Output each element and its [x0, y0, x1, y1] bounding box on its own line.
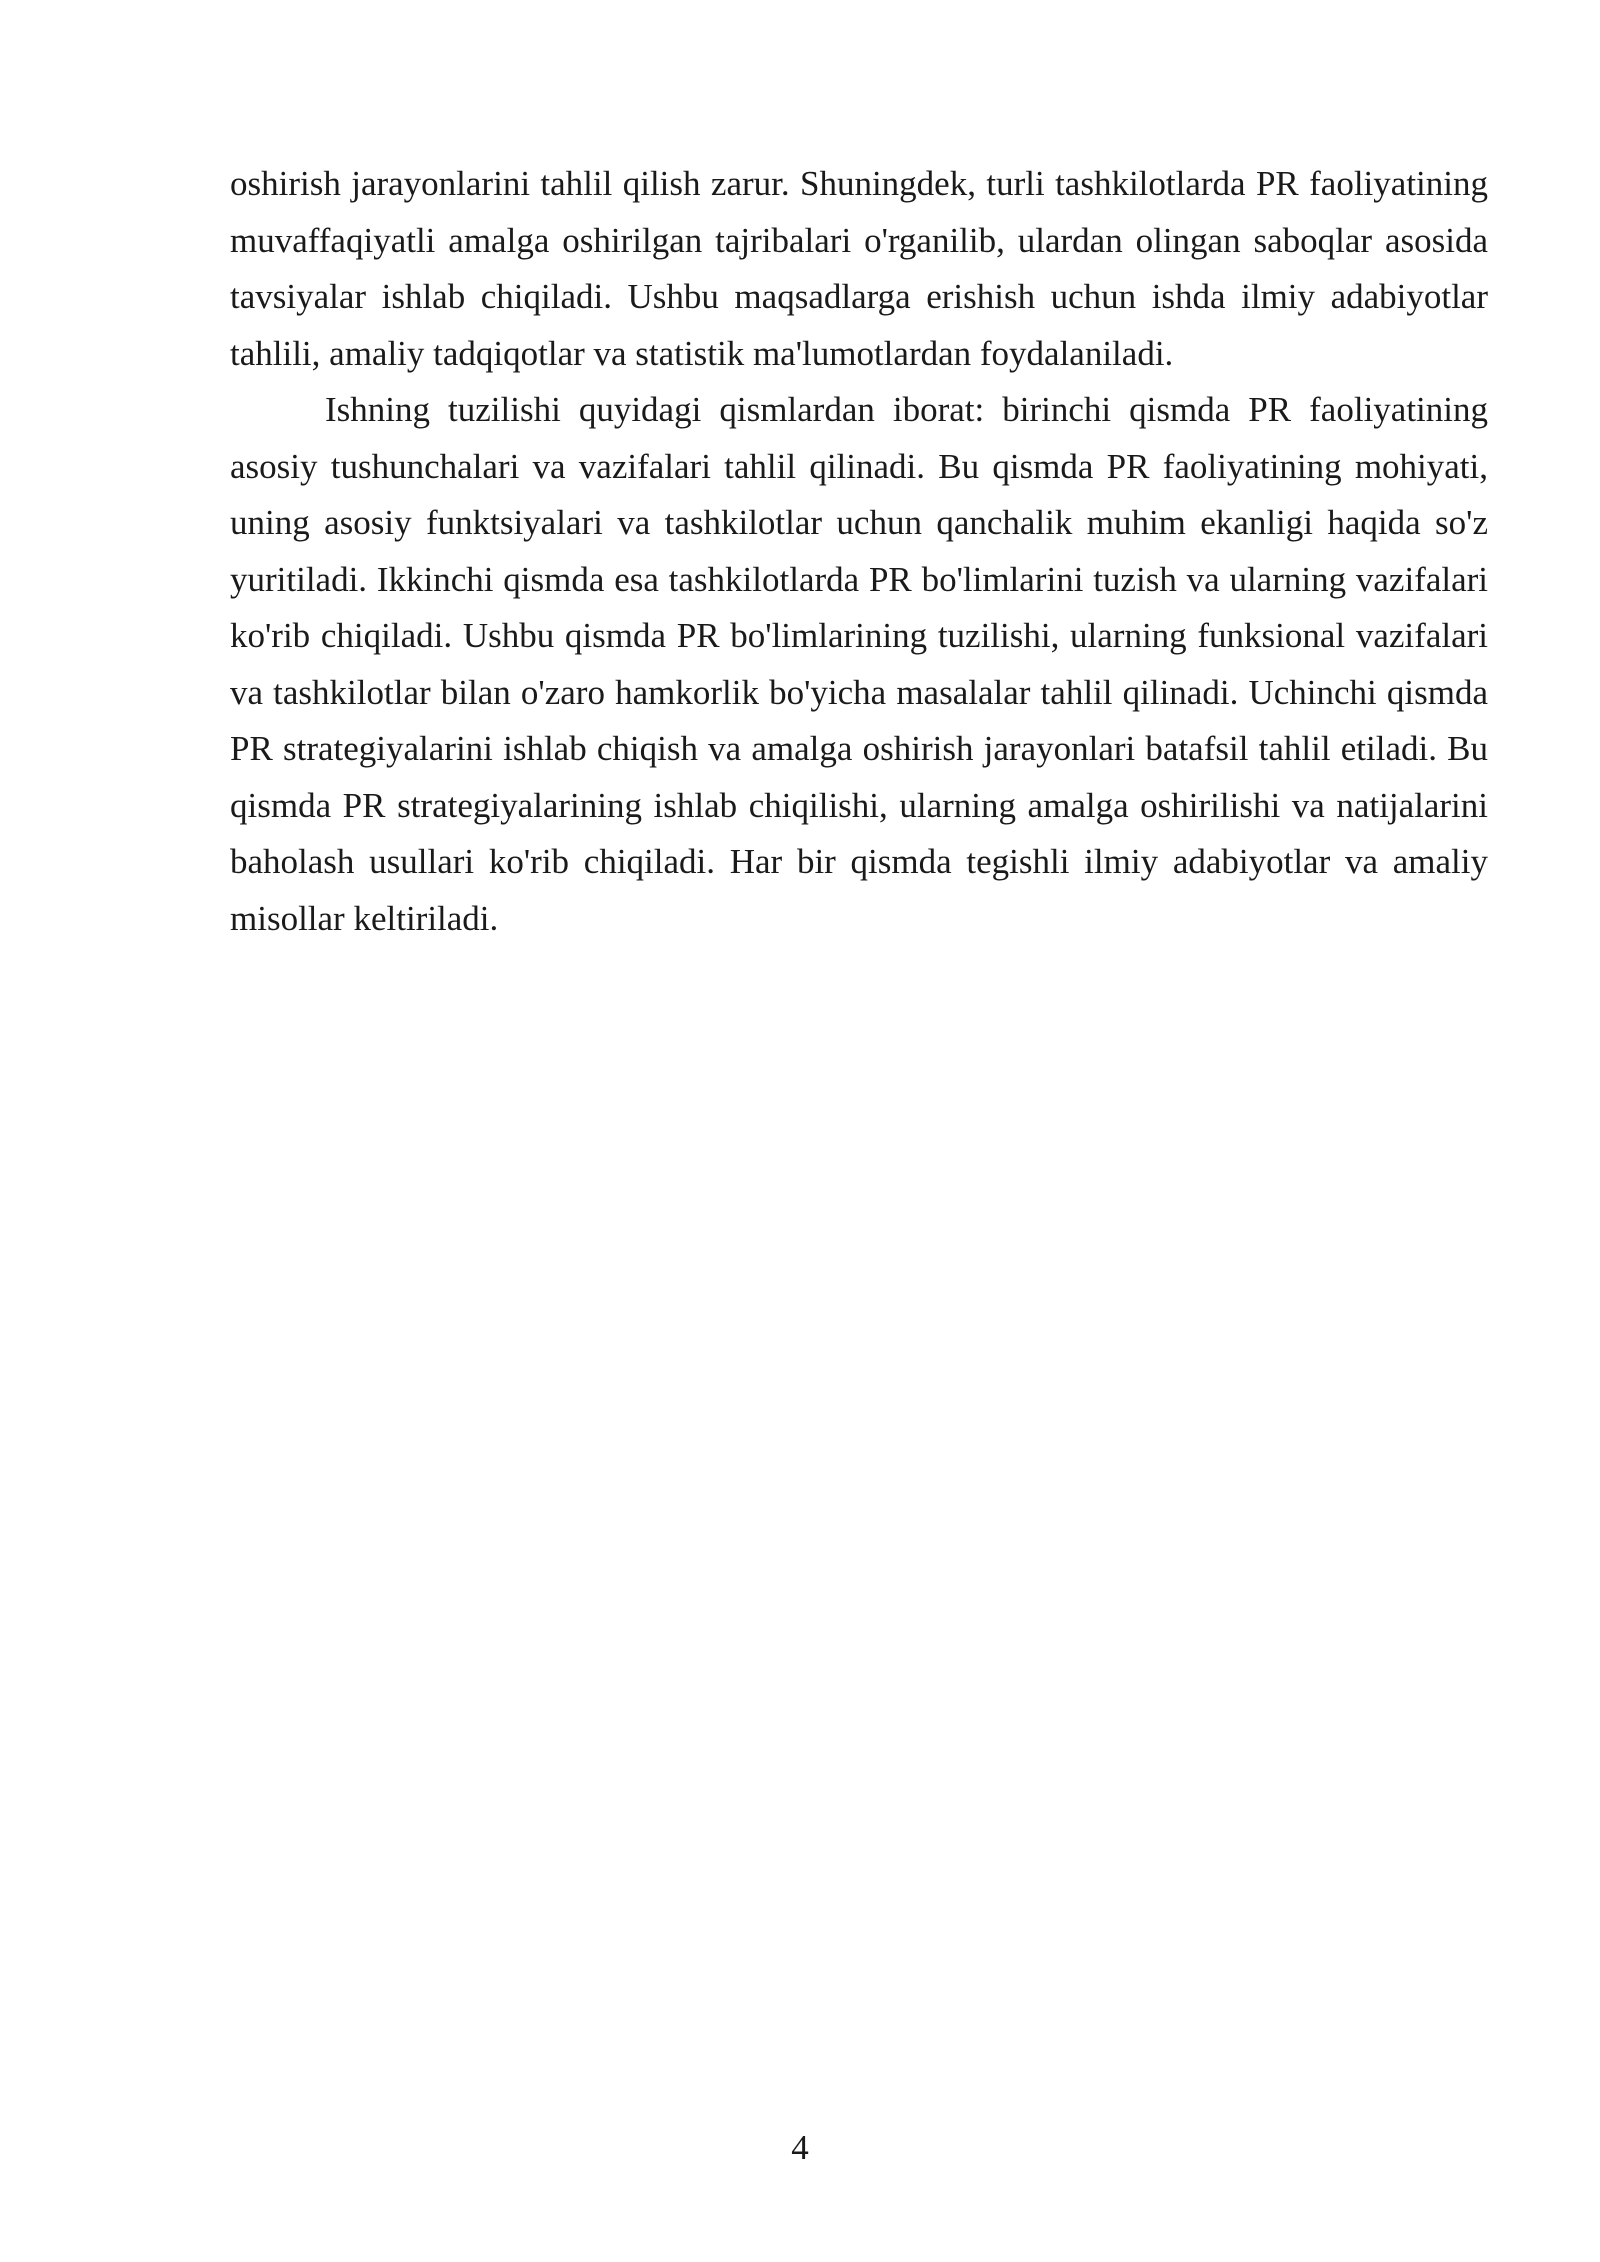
paragraph-continuation: oshirish jarayonlarini tahlil qilish zarur. Shuningdek, turli tashkilotlarda PR faoliyatining muvaffaqiyatli amalga oshirilgan tajribalari o'rganilib, ulardan olingan saboqlar asosida tavsiyalar ishlab chiqiladi. Ushbu maqsadlarga erishish uchun ishda ilmiy adabiyotlar tahlili, amaliy tadqiqotlar va statistik ma'lumotlardan foydalaniladi. — [230, 164, 1488, 373]
body-text — [230, 156, 1488, 947]
paragraph-structure: Ishning tuzilishi quyidagi qismlardan iborat: birinchi qismda PR faoliyatining asosiy tushunchalari va vazifalari tahlil qilinadi. Bu qismda PR faoliyatining mohiyati, uning asosiy funktsiyalari va tashkilotlar uchun qanchalik muhim ekanligi haqida so'z yuritiladi. Ikkinchi qismda esa tashkilotlarda PR bo'limlarini tuzish va ularning vazifalari ko'rib chiqiladi. Ushbu qismda PR bo'limlarining tuzilishi, ularning funksional vazifalari va tashkilotlar bilan o'zaro hamkorlik bo'yicha masalalar tahlil qilinadi. Uchinchi qismda PR strategiyalarini ishlab chiqish va amalga oshirish jarayonlari batafsil tahlil etiladi. Bu qismda PR strategiyalarining ishlab chiqilishi, ularning amalga oshirilishi va natijalarini baholash usullari ko'rib chiqiladi. Har bir qismda tegishli ilmiy adabiyotlar va amaliy misollar keltiriladi. — [230, 390, 1488, 938]
page-number: 4 — [791, 2128, 809, 2167]
